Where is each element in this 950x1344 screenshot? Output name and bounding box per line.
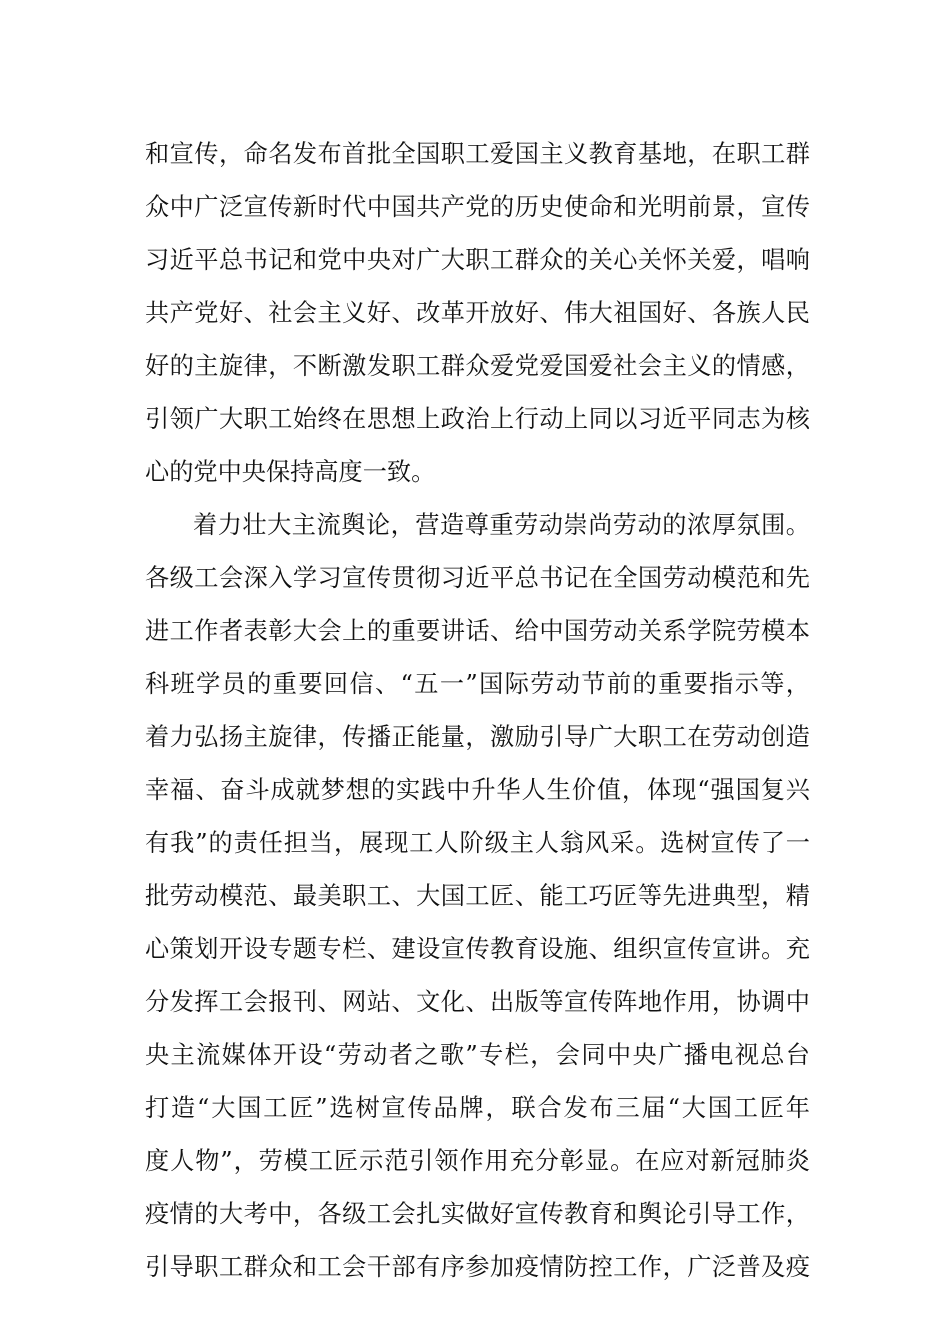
paragraph-line: 心策划开设专题专栏、建设宣传教育设施、组织宣传宣讲。充 (145, 935, 810, 963)
paragraph-line: 打造“大国工匠”选树宣传品牌，联合发布三届“大国工匠年 (145, 1094, 810, 1122)
paragraph-line: 各级工会深入学习宣传贯彻习近平总书记在全国劳动模范和先 (145, 564, 810, 592)
paragraph-line: 科班学员的重要回信、“五一”国际劳动节前的重要指示等， (145, 670, 810, 698)
paragraph-line: 习近平总书记和党中央对广大职工群众的关心关怀关爱，唱响 (145, 246, 810, 274)
paragraph-line: 度人物”，劳模工匠示范引领作用充分彰显。在应对新冠肺炎 (145, 1147, 810, 1175)
document-body (145, 128, 810, 1294)
paragraph-line: 和宣传，命名发布首批全国职工爱国主义教育基地，在职工群 (145, 140, 810, 168)
paragraph-line: 心的党中央保持高度一致。 (145, 458, 436, 486)
paragraph-line: 引领广大职工始终在思想上政治上行动上同以习近平同志为核 (145, 405, 810, 433)
paragraph-line: 进工作者表彰大会上的重要讲话、给中国劳动关系学院劳模本 (145, 617, 810, 645)
paragraph-line: 引导职工群众和工会干部有序参加疫情防控工作，广泛普及疫 (145, 1253, 810, 1281)
paragraph-line: 着力弘扬主旋律，传播正能量，激励引导广大职工在劳动创造 (145, 723, 810, 751)
paragraph-line: 众中广泛宣传新时代中国共产党的历史使命和光明前景，宣传 (145, 193, 810, 221)
paragraph-line: 幸福、奋斗成就梦想的实践中升华人生价值，体现“强国复兴 (145, 776, 810, 804)
paragraph-line: 央主流媒体开设“劳动者之歌”专栏，会同中央广播电视总台 (145, 1041, 810, 1069)
paragraph-line: 疫情的大考中，各级工会扎实做好宣传教育和舆论引导工作， (145, 1200, 810, 1228)
paragraph-line-indented: 着力壮大主流舆论，营造尊重劳动崇尚劳动的浓厚氛围。 (193, 511, 810, 539)
paragraph-line: 好的主旋律，不断激发职工群众爱党爱国爱社会主义的情感， (145, 352, 810, 380)
paragraph-line: 批劳动模范、最美职工、大国工匠、能工巧匠等先进典型，精 (145, 882, 810, 910)
paragraph-line: 共产党好、社会主义好、改革开放好、伟大祖国好、各族人民 (145, 299, 810, 327)
paragraph-line: 分发挥工会报刊、网站、文化、出版等宣传阵地作用，协调中 (145, 988, 810, 1016)
paragraph-line: 有我”的责任担当，展现工人阶级主人翁风采。选树宣传了一 (145, 829, 810, 857)
